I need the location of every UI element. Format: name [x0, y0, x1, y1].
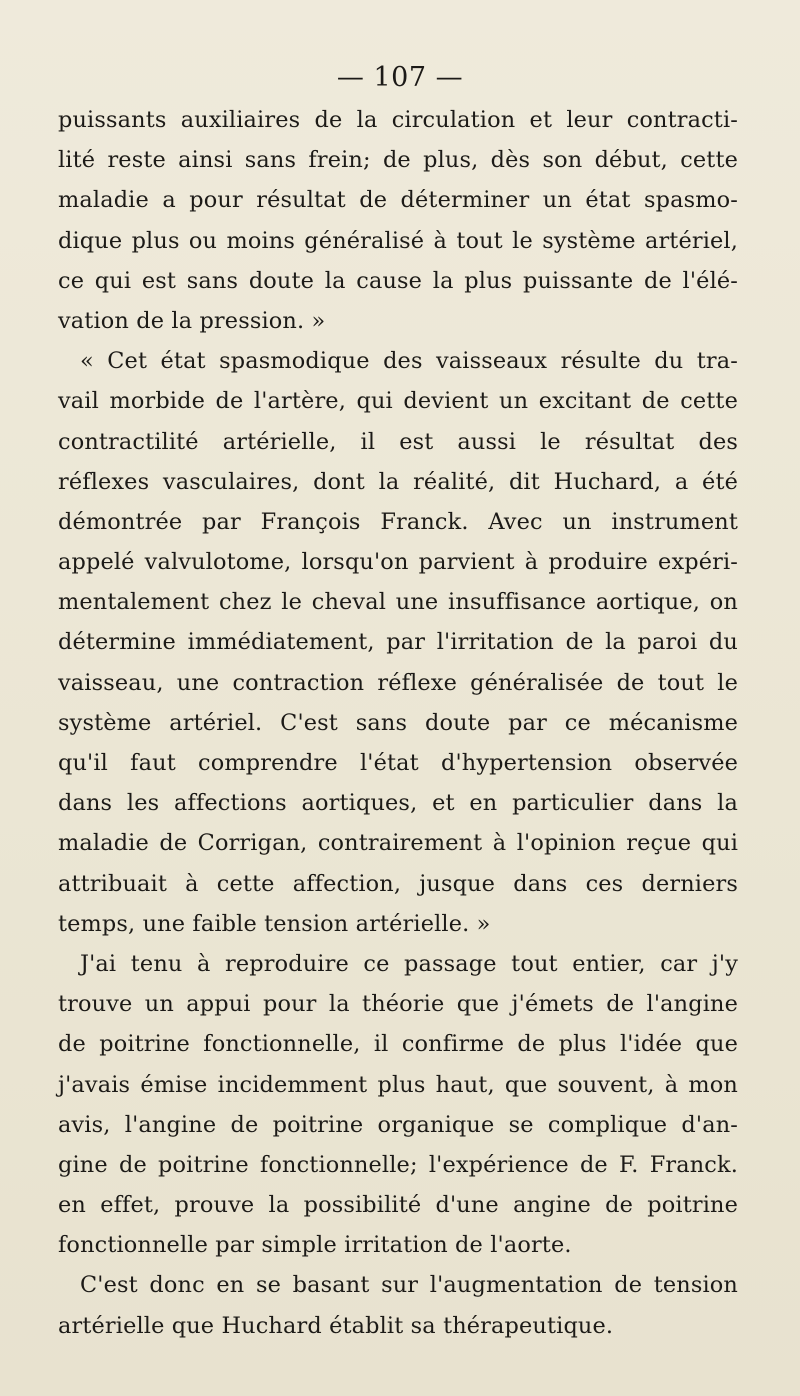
text-line: en effet, prouve la possibilité d'une angine de poitrine [58, 1192, 738, 1219]
text-line: dique plus ou moins généralisé à tout le système artériel, [58, 227, 738, 254]
text-line: C'est donc en se basant sur l'augmentation de tension [80, 1272, 738, 1299]
body-text [58, 100, 738, 1346]
text-line: j'avais émise incidemment plus haut, que souvent, à mon [58, 1071, 738, 1098]
text-line: gine de poitrine fonctionnelle; l'expérience de F. Franck. [58, 1151, 738, 1178]
text-line: maladie de Corrigan, contrairement à l'opinion reçue qui [58, 830, 738, 857]
text-line: détermine immédiatement, par l'irritation de la paroi du [58, 629, 738, 656]
text-line: temps, une faible tension artérielle. » [58, 910, 491, 937]
text-line: vaisseau, une contraction réflexe généralisée de tout le [58, 669, 738, 696]
text-line: vail morbide de l'artère, qui devient un excitant de cette [58, 388, 738, 415]
text-line: avis, l'angine de poitrine organique se complique d'an- [58, 1111, 738, 1138]
text-line: trouve un appui pour la théorie que j'émets de l'angine [58, 991, 738, 1018]
text-line: puissants auxiliaires de la circulation et leur contracti- [58, 107, 738, 133]
text-line: appelé valvulotome, lorsqu'on parvient à produire expéri- [58, 549, 738, 576]
text-line: contractilité artérielle, il est aussi le résultat des [58, 428, 738, 455]
text-line: J'ai tenu à reproduire ce passage tout entier, car j'y [80, 950, 738, 977]
text-line: de poitrine fonctionnelle, il confirme de plus l'idée que [58, 1031, 738, 1058]
text-line: fonctionnelle par simple irritation de l'aorte. [58, 1232, 572, 1259]
text-line: qu'il faut comprendre l'état d'hypertension observée [58, 750, 738, 776]
text-line: attribuait à cette affection, jusque dans ces derniers [58, 870, 738, 897]
text-line: démontrée par François Franck. Avec un instrument [58, 508, 738, 535]
text-line: système artériel. C'est sans doute par ce mécanisme [58, 709, 738, 736]
text-line: vation de la pression. » [58, 307, 326, 334]
text-line: ce qui est sans doute la cause la plus puissante de l'élé- [58, 267, 738, 294]
page-number: — 107 — [336, 62, 464, 93]
text-line: mentalement chez le cheval une insuffisance aortique, on [58, 589, 738, 616]
text-line: dans les affections aortiques, et en particulier dans la [58, 790, 738, 817]
text-line: maladie a pour résultat de déterminer un état spasmo- [58, 187, 738, 214]
text-line: lité reste ainsi sans frein; de plus, dès son début, cette [58, 147, 738, 174]
text-line: artérielle que Huchard établit sa thérapeutique. [58, 1312, 614, 1339]
text-line: « Cet état spasmodique des vaisseaux résulte du tra- [80, 348, 738, 375]
text-line: réflexes vasculaires, dont la réalité, dit Huchard, a été [58, 468, 738, 495]
